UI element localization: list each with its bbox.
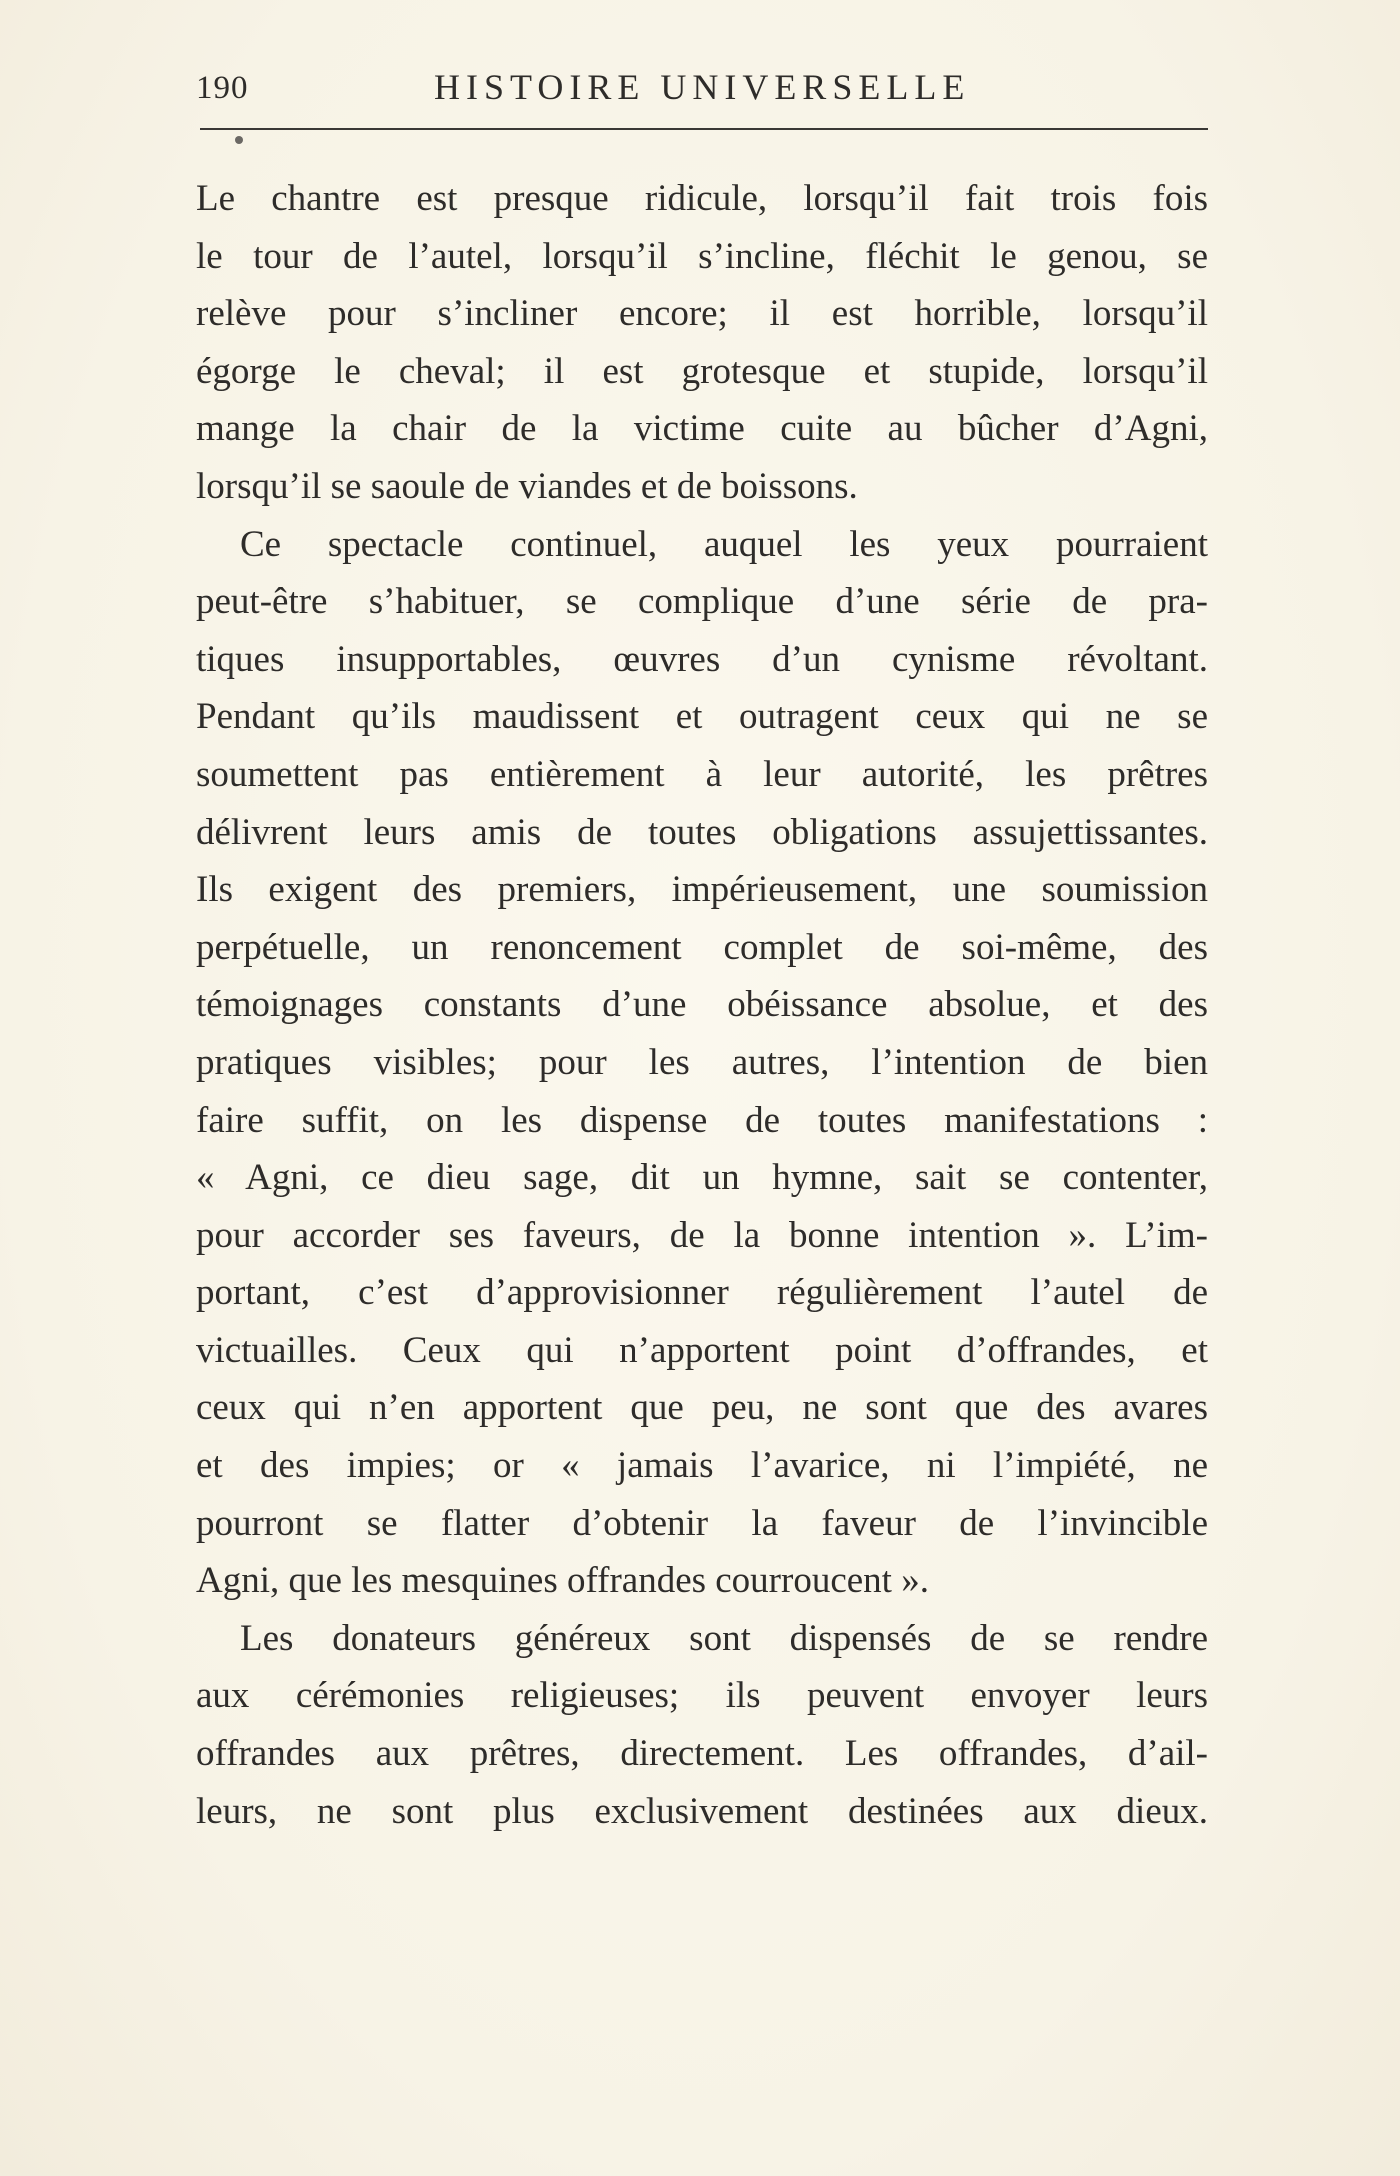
text-line: perpétuelle, un renoncement complet de soi-même, des — [196, 926, 1208, 968]
text-line: « Agni, ce dieu sage, dit un hymne, sait se contenter, — [196, 1157, 1208, 1199]
text-line: faire suffit, on les dispense de toutes manifestations : — [196, 1099, 1208, 1141]
text-line: le tour de l’autel, lorsqu’il s’incline, fléchit le genou, se — [196, 235, 1208, 277]
text-line: Pendant qu’ils maudissent et outragent ceux qui ne se — [196, 696, 1208, 738]
page-header — [196, 62, 1208, 112]
running-head: HISTOIRE UNIVERSELLE — [434, 67, 971, 107]
text-line: pratiques visibles; pour les autres, l’intention de bien — [196, 1041, 1208, 1083]
text-line: peut-être s’habituer, se complique d’une série de pra- — [196, 581, 1208, 623]
text-line: Les donateurs généreux sont dispensés de se rendre — [240, 1617, 1208, 1659]
text-line: pour accorder ses faveurs, de la bonne intention ». L’im- — [196, 1214, 1208, 1256]
ink-speck — [235, 136, 243, 144]
body-text — [196, 170, 1208, 1840]
text-line: aux cérémonies religieuses; ils peuvent envoyer leurs — [196, 1675, 1208, 1717]
text-line: relève pour s’incliner encore; il est horrible, lorsqu’il — [196, 293, 1208, 335]
text-line: victuailles. Ceux qui n’apportent point d’offrandes, et — [196, 1329, 1208, 1371]
text-line: lorsqu’il se saoule de viandes et de boissons. — [196, 465, 858, 507]
header-rule — [200, 128, 1208, 130]
text-line: Ils exigent des premiers, impérieusement, une soumission — [196, 869, 1208, 911]
text-line: soumettent pas entièrement à leur autorité, les prêtres — [196, 753, 1208, 795]
text-line: leurs, ne sont plus exclusivement destinées aux dieux. — [196, 1790, 1208, 1832]
text-line: mange la chair de la victime cuite au bûcher d’Agni, — [196, 408, 1208, 450]
page-number: 190 — [196, 70, 249, 106]
text-line: égorge le cheval; il est grotesque et stupide, lorsqu’il — [196, 350, 1208, 392]
text-line: pourront se flatter d’obtenir la faveur de l’invincible — [196, 1502, 1208, 1544]
text-line: Agni, que les mesquines offrandes courroucent ». — [196, 1560, 929, 1602]
text-line: offrandes aux prêtres, directement. Les offrandes, d’ail- — [196, 1733, 1208, 1775]
text-line: portant, c’est d’approvisionner régulièrement l’autel de — [196, 1272, 1208, 1314]
text-line: ceux qui n’en apportent que peu, ne sont que des avares — [196, 1387, 1208, 1429]
text-line: témoignages constants d’une obéissance absolue, et des — [196, 984, 1208, 1026]
text-line: et des impies; or « jamais l’avarice, ni l’impiété, ne — [196, 1445, 1208, 1487]
text-line: délivrent leurs amis de toutes obligations assujettissantes. — [196, 811, 1208, 853]
text-line: Le chantre est presque ridicule, lorsqu’il fait trois fois — [196, 178, 1208, 219]
text-line: Ce spectacle continuel, auquel les yeux pourraient — [240, 523, 1208, 565]
text-line: tiques insupportables, œuvres d’un cynisme révoltant. — [196, 638, 1208, 680]
